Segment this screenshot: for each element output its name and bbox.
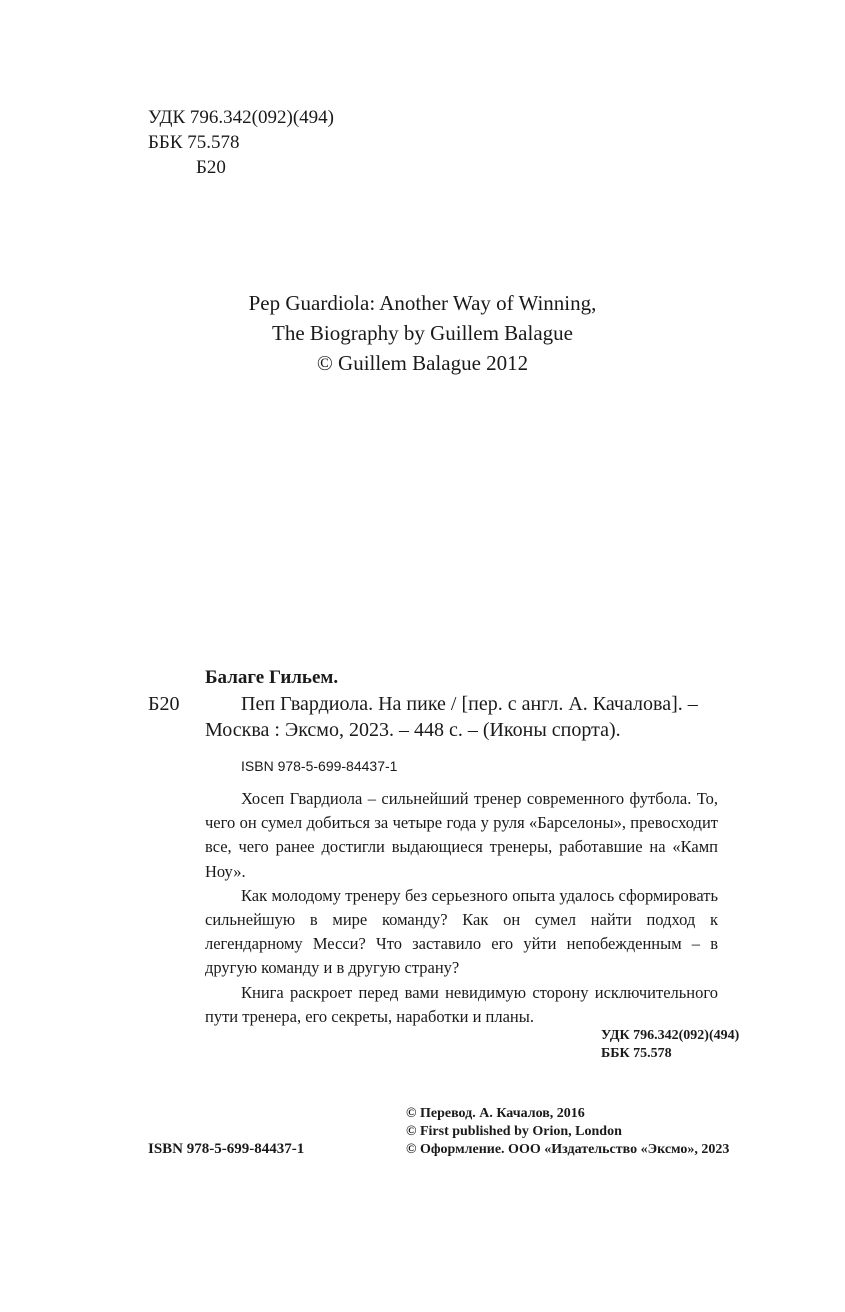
original-copyright: © Guillem Balague 2012 <box>316 351 529 375</box>
udk-code-bottom: УДК 796.342(092)(494) <box>601 1028 740 1043</box>
copyright-translation: © Перевод. А. Качалов, 2016 <box>406 1106 585 1121</box>
annotation-paragraph-1: Хосеп Гвардиола – сильнейший тренер современного футбола. То, чего он сумел добиться за четыре года у руля «Барселоны», превосходит все, чего ранее достигли выдающиеся тренеры, работавшие на «Камп Ноу». <box>205 789 718 881</box>
isbn-bottom: ISBN 978-5-699-84437-1 <box>148 1141 305 1157</box>
record-author: Балаге Гильем. <box>205 667 339 688</box>
original-title-line-1: Pep Guardiola: Another Way of Winning, <box>248 291 597 315</box>
record-title-line-2: Москва : Эксмо, 2023. – 448 с. – (Иконы спорта). <box>205 719 621 741</box>
annotation-paragraph-2: Как молодому тренеру без серьезного опыта удалось сформировать сильнейшую в мире команду? Как он сумел найти подход к легендарному Месси? Что заставило его уйти непобежденным – в другую команду и в другую страну? <box>205 885 718 978</box>
udk-code: УДК 796.342(092)(494) <box>148 107 334 128</box>
author-mark: Б20 <box>196 157 226 178</box>
annotation <box>205 787 718 1029</box>
original-edition-block <box>0 288 845 378</box>
bbk-code: ББК 75.578 <box>148 132 240 153</box>
copyright-design: © Оформление. ООО «Издательство «Эксмо», 2023 <box>406 1142 730 1157</box>
record-isbn: ISBN 978-5-699-84437-1 <box>241 758 398 774</box>
record-author-mark: Б20 <box>148 693 180 715</box>
original-title-line-2: The Biography by Guillem Balague <box>272 321 573 345</box>
record-title-line-1: Пеп Гвардиола. На пике / [пер. с англ. А. Качалова]. – <box>241 693 698 715</box>
annotation-paragraph-3: Книга раскроет перед вами невидимую сторону исключительного пути тренера, его секреты, наработки и планы. <box>205 982 718 1026</box>
bbk-code-bottom: ББК 75.578 <box>601 1046 672 1061</box>
copyright-first-published: © First published by Orion, London <box>406 1124 622 1139</box>
